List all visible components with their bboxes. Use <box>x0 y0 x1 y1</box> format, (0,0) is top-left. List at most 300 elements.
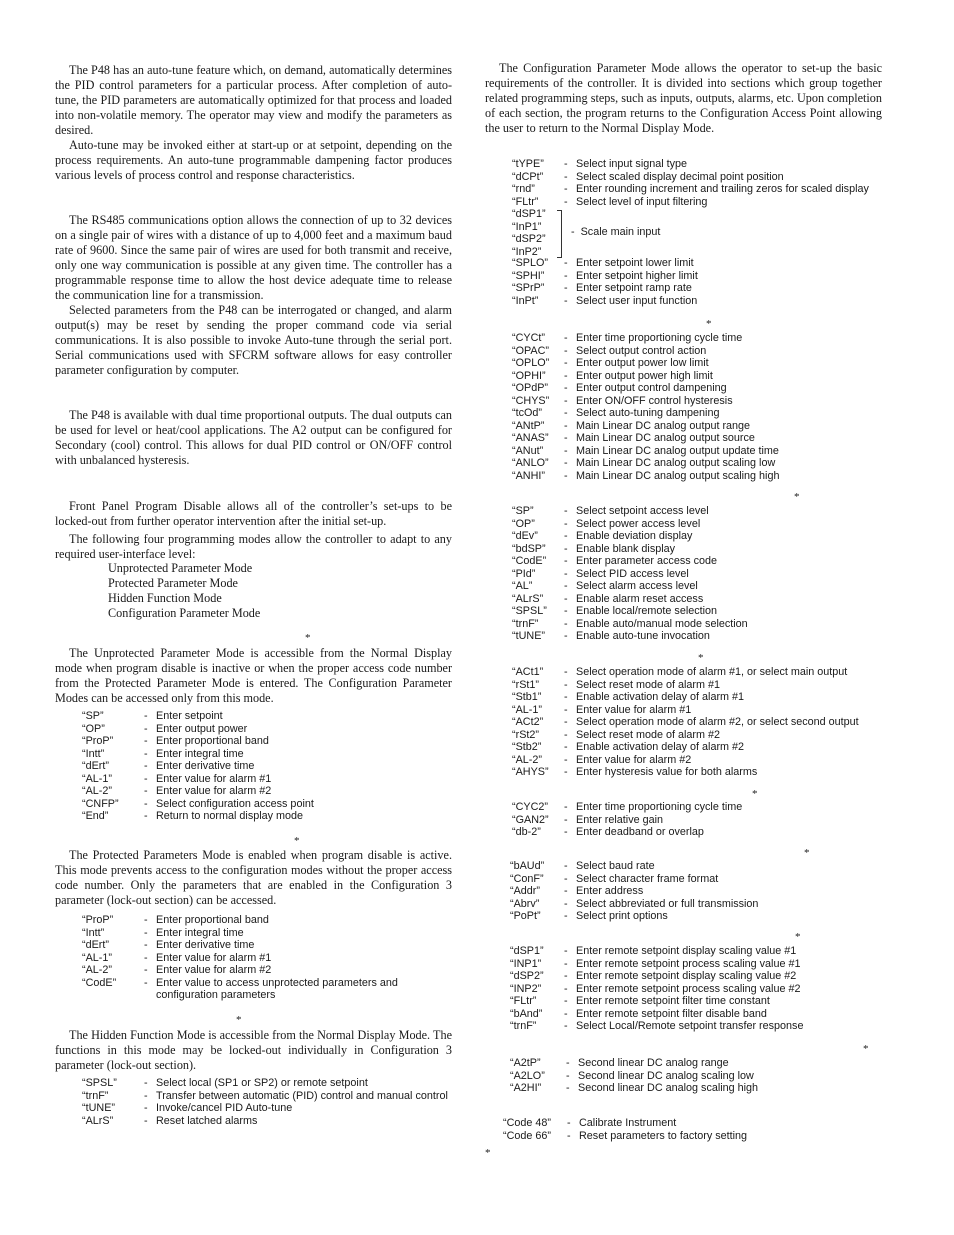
parameter-code: “Code 48” <box>503 1117 552 1129</box>
row-dash: - <box>564 407 568 419</box>
section-marker: * <box>794 491 800 503</box>
table-row <box>510 860 880 873</box>
parameter-description: Transfer between automatic (PID) control and manual control <box>156 1089 448 1102</box>
parameter-code: “Stb1” <box>512 691 542 703</box>
row-dash: - <box>144 1077 148 1089</box>
table-row <box>82 952 402 965</box>
parameter-code: “ALrS” <box>512 592 544 605</box>
table-row <box>512 295 882 308</box>
row-dash: - <box>564 269 568 282</box>
table-row <box>512 826 882 839</box>
table-row <box>510 1070 880 1083</box>
setpoint-parameter-table <box>512 257 882 307</box>
parameter-code: “rnd” <box>512 183 535 195</box>
cooling-parameter-table <box>512 801 882 839</box>
parameter-code: “ANLO” <box>512 457 549 469</box>
parameter-code: “ANAS” <box>512 432 549 444</box>
table-row <box>512 445 882 458</box>
remote-setpoint-parameter-table <box>510 945 890 1033</box>
parameter-code: “CodE” <box>82 976 117 989</box>
row-dash: - <box>564 332 568 344</box>
second-analog-parameter-table <box>510 1057 880 1095</box>
row-dash: - <box>564 910 568 922</box>
parameter-description: Enter time proportioning cycle time <box>576 801 743 813</box>
table-row <box>510 1008 890 1021</box>
parameter-code: “rSt2” <box>512 728 539 741</box>
parameter-code: “SPrP” <box>512 282 545 294</box>
mode-item: Configuration Parameter Mode <box>108 606 261 620</box>
table-row <box>512 766 882 779</box>
table-row <box>82 798 402 811</box>
rs485-paragraph-2: Selected parameters from the P48 can be interrogated or changed, and alarm output(s) may be reset by sending the proper command code via serial communications. It is also possible to invoke Auto-tune through the serial port. Serial communications used with SFCRM software allows for easy controller parameter configuration by computer. <box>55 303 452 377</box>
table-row <box>510 945 890 958</box>
row-dash: - <box>564 1020 568 1032</box>
parameter-code: “trnF” <box>510 1020 537 1032</box>
table-row <box>82 964 402 977</box>
table-row <box>82 810 402 823</box>
parameter-description: Enter value for alarm #2 <box>576 753 692 766</box>
table-row <box>512 618 882 631</box>
row-dash: - <box>564 885 568 897</box>
parameter-description: Enter proportional band <box>156 914 269 926</box>
row-dash: - <box>144 939 148 951</box>
row-dash: - <box>564 419 568 432</box>
programming-modes-list <box>108 561 260 621</box>
parameter-code: “SPSL” <box>512 605 547 617</box>
table-row <box>512 196 882 209</box>
parameter-code: “OPdP” <box>512 382 548 394</box>
parameter-description: Select abbreviated or full transmission <box>576 897 759 910</box>
row-dash: - <box>564 605 568 617</box>
table-row <box>82 914 402 927</box>
parameter-description: Select local (SP1 or SP2) or remote setpoint <box>156 1077 368 1089</box>
row-dash: - <box>564 741 568 753</box>
hidden-section <box>55 1028 452 1073</box>
row-dash: - <box>564 666 568 678</box>
parameter-description: Select level of input filtering <box>576 195 708 208</box>
row-dash: - <box>144 914 148 926</box>
row-dash: - <box>144 760 148 772</box>
scale-main-input-label: Scale main input <box>580 226 661 238</box>
row-dash: - <box>144 1114 148 1127</box>
row-dash: - <box>564 530 568 542</box>
row-dash: - <box>564 580 568 592</box>
scale-code: “InP1” <box>512 220 542 233</box>
row-dash: - <box>564 257 568 269</box>
autotune-section <box>55 63 452 183</box>
parameter-code: “CNFP” <box>82 797 119 810</box>
rs485-paragraph-1: The RS485 communications option allows the connection of up to 32 devices on a single pair of wires with a distance of up to 4,000 feet and a maximum baud rate of 9600. Since the same pair of wires are used for both transmit and receive, only one way communication is possible at any given time. The controller has a programmable response time to allow the host device adequate time to release the communication line for a transmission. <box>55 213 452 302</box>
table-row <box>512 370 882 383</box>
parameter-code: “A2LO” <box>510 1069 545 1082</box>
row-dash: - <box>144 797 148 810</box>
parameter-description: Enable auto/manual mode selection <box>576 617 748 630</box>
row-dash: - <box>567 1129 571 1142</box>
table-row <box>512 332 882 345</box>
serial-parameter-table <box>510 860 880 923</box>
parameter-description: Second linear DC analog range <box>578 1057 729 1069</box>
table-row <box>512 345 882 358</box>
parameter-description: Enter relative gain <box>576 813 664 826</box>
row-dash: - <box>564 517 568 530</box>
row-dash: - <box>564 469 568 482</box>
parameter-description: Enter setpoint <box>156 710 223 722</box>
parameter-code: “CYC2” <box>512 801 548 813</box>
parameter-code: “End” <box>82 810 109 822</box>
parameter-code: “SPHI” <box>512 269 545 282</box>
table-row <box>512 257 882 270</box>
parameter-code: “ANtP” <box>512 419 545 432</box>
scale-code: “dSP1” <box>512 208 546 220</box>
parameter-description: Select character frame format <box>576 872 719 885</box>
parameter-description: Enable blank display <box>576 542 676 555</box>
row-dash: - <box>564 505 568 517</box>
table-row <box>510 995 890 1008</box>
table-row <box>512 543 882 556</box>
parameter-description: Return to normal display mode <box>156 810 304 822</box>
parameter-code: “A2HI” <box>510 1082 542 1094</box>
row-dash: - <box>564 897 568 910</box>
parameter-description: Reset parameters to factory setting <box>579 1129 748 1142</box>
factory-service-table <box>503 1117 873 1142</box>
parameter-code: “Intt” <box>82 926 105 939</box>
parameter-description: Select setpoint access level <box>576 505 709 517</box>
row-dash: - <box>564 766 568 778</box>
row-dash: - <box>566 1082 570 1094</box>
parameter-code: “SP” <box>82 710 104 722</box>
parameter-code: “AHYS” <box>512 766 549 778</box>
parameter-description: Select PID access level <box>576 567 689 580</box>
row-dash: - <box>564 716 568 728</box>
parameter-code: “OPHI” <box>512 369 546 382</box>
parameter-description: Second linear DC analog scaling high <box>578 1082 759 1094</box>
parameter-description: Enter output power low limit <box>576 357 709 369</box>
table-row <box>510 873 880 886</box>
parameter-code: “tUNE” <box>512 630 545 642</box>
parameter-code: “FLtr” <box>510 995 537 1007</box>
parameter-description: Select operation mode of alarm #2, or select second output <box>576 716 859 728</box>
row-dash: - <box>564 813 568 826</box>
parameter-code: “OPAC” <box>512 344 549 357</box>
parameter-description: Main Linear DC analog output source <box>576 432 755 444</box>
parameter-code: “dCPt” <box>512 170 544 183</box>
parameter-description: Enter output control dampening <box>576 382 727 394</box>
section-marker: * <box>485 1147 491 1159</box>
parameter-code: “AL-2” <box>82 785 112 797</box>
parameter-description: Select reset mode of alarm #1 <box>576 678 721 691</box>
row-dash: - <box>144 747 148 760</box>
table-row <box>512 270 882 283</box>
parameter-code: “dSP2” <box>510 970 544 982</box>
parameter-description: Enter value to access unprotected parameters and configuration parameters <box>156 976 398 1001</box>
parameter-code: “dEv” <box>512 530 538 542</box>
table-row <box>82 1090 452 1103</box>
parameter-code: “OP” <box>512 517 535 530</box>
parameter-code: “tcOd” <box>512 407 542 419</box>
row-dash: - <box>144 722 148 735</box>
front-panel-paragraph-1: Front Panel Program Disable allows all of the controller’s set-ups to be locked-out from further operator intervention after the initial set-up. <box>55 499 452 528</box>
parameter-code: “FLtr” <box>512 195 539 208</box>
parameter-description: Select output control action <box>576 344 707 357</box>
parameter-code: “ACt2” <box>512 716 544 728</box>
scale-brace <box>557 210 562 258</box>
table-row <box>510 983 890 996</box>
table-row <box>512 704 882 717</box>
row-dash: - <box>564 728 568 741</box>
table-row <box>512 395 882 408</box>
parameter-code: “ANHI” <box>512 469 545 482</box>
table-row <box>82 723 402 736</box>
parameter-code: “db-2” <box>512 826 541 838</box>
table-row <box>82 735 402 748</box>
parameter-description: Enter derivative time <box>156 760 255 772</box>
section-marker: * <box>294 835 300 847</box>
table-row <box>512 357 882 370</box>
parameter-description: Select print options <box>576 910 668 922</box>
parameter-code: “bAnd” <box>510 1007 543 1020</box>
section-marker: * <box>305 632 311 644</box>
section-marker: * <box>698 652 704 664</box>
autotune-paragraph-1: The P48 has an auto-tune feature which, on demand, automatically determines the PID control parameters for a particular process. After completion of auto-tune, the PID parameters are automatically optimized for that process and loaded into non-volatile memory. The operator may view and modify the parameters as desired. <box>55 63 452 137</box>
table-row <box>82 773 402 786</box>
scale-dash: - <box>571 226 575 238</box>
row-dash: - <box>564 753 568 766</box>
row-dash: - <box>566 1069 570 1082</box>
parameter-description: Second linear DC analog scaling low <box>578 1069 754 1082</box>
parameter-description: Reset latched alarms <box>156 1114 258 1127</box>
row-dash: - <box>144 810 148 822</box>
table-row <box>82 760 402 773</box>
parameter-description: Enter setpoint higher limit <box>576 269 698 282</box>
table-row <box>510 1020 890 1033</box>
table-row <box>512 505 882 518</box>
parameter-description: Select scaled display decimal point position <box>576 170 784 183</box>
row-dash: - <box>564 970 568 982</box>
parameter-code: “trnF” <box>512 617 539 630</box>
parameter-code: “bAUd” <box>510 860 545 872</box>
table-row <box>510 898 880 911</box>
row-dash: - <box>564 982 568 995</box>
table-row <box>512 382 882 395</box>
parameter-description: Enter setpoint lower limit <box>576 257 694 269</box>
parameter-code: “trnF” <box>82 1089 109 1102</box>
table-row <box>510 1057 880 1070</box>
parameter-code: “A2tP” <box>510 1057 541 1069</box>
parameter-code: “dSP1” <box>510 945 544 957</box>
table-row <box>82 710 402 723</box>
table-row <box>82 1102 452 1115</box>
row-dash: - <box>564 872 568 885</box>
protected-parameter-table <box>82 914 402 1002</box>
parameter-description: Enter address <box>576 885 644 897</box>
front-panel-section <box>55 499 452 562</box>
parameter-code: “AL-2” <box>512 753 542 766</box>
parameter-description: Enable alarm reset access <box>576 592 704 605</box>
row-dash: - <box>564 957 568 970</box>
parameter-description: Enter value for alarm #1 <box>156 772 272 785</box>
table-row <box>512 432 882 445</box>
parameter-code: “PoPt” <box>510 910 541 922</box>
row-dash: - <box>564 555 568 567</box>
row-dash: - <box>564 382 568 394</box>
parameter-code: “AL-1” <box>82 951 112 964</box>
table-row <box>512 183 882 196</box>
hidden-function-table <box>82 1077 452 1127</box>
section-marker: * <box>706 318 712 330</box>
parameter-description: Enter remote setpoint filter disable band <box>576 1007 767 1020</box>
parameter-code: “CYCt” <box>512 332 545 344</box>
table-row <box>512 580 882 593</box>
parameter-description: Select alarm access level <box>576 580 698 592</box>
autotune-paragraph-2: Auto-tune may be invoked either at start-up or at setpoint, depending on the process requirements. An auto-tune programmable dampening factor produces various levels of process control and response characteristics. <box>55 138 452 182</box>
section-marker: * <box>236 1014 242 1026</box>
parameter-description: Enter integral time <box>156 926 244 939</box>
parameter-description: Enter output power high limit <box>576 369 713 382</box>
table-row <box>510 970 890 983</box>
table-row <box>512 407 882 420</box>
parameter-description: Select operation mode of alarm #1, or select main output <box>576 666 848 678</box>
rs485-section <box>55 213 452 378</box>
protected-section <box>55 848 452 908</box>
row-dash: - <box>144 772 148 785</box>
parameter-description: Enter parameter access code <box>576 555 718 567</box>
table-row <box>503 1117 873 1130</box>
parameter-description: Select power access level <box>576 517 701 530</box>
parameter-description: Main Linear DC analog output scaling low <box>576 457 776 469</box>
row-dash: - <box>564 542 568 555</box>
mode-item: Protected Parameter Mode <box>108 576 238 590</box>
row-dash: - <box>144 951 148 964</box>
table-row <box>512 741 882 754</box>
parameter-description: Select reset mode of alarm #2 <box>576 728 721 741</box>
row-dash: - <box>564 294 568 307</box>
parameter-description: Enter value for alarm #2 <box>156 785 272 797</box>
table-row <box>503 1130 873 1143</box>
parameter-description: Enter remote setpoint process scaling value #1 <box>576 957 801 970</box>
row-dash: - <box>144 926 148 939</box>
parameter-description: Enter rounding increment and trailing zeros for scaled display <box>576 183 869 195</box>
table-row <box>512 814 882 827</box>
input-parameter-table <box>512 158 882 208</box>
row-dash: - <box>566 1057 570 1069</box>
parameter-code: “GAN2” <box>512 813 549 826</box>
table-row <box>512 470 882 483</box>
row-dash: - <box>564 170 568 183</box>
section-marker: * <box>752 788 758 800</box>
row-dash: - <box>564 444 568 457</box>
table-row <box>512 801 882 814</box>
table-row <box>512 555 882 568</box>
parameter-description: Enable activation delay of alarm #1 <box>576 691 745 703</box>
configuration-paragraph: The Configuration Parameter Mode allows the operator to set-up the basic requirements of the controller. It is divided into sections which group together related programming steps, such as inputs, outputs, alarms, etc. Upon completion of each section, the program returns to the Configuration Access Point allowing the user to return to the Normal Display Mode. <box>485 61 882 135</box>
row-dash: - <box>564 394 568 407</box>
parameter-description: Enable deviation display <box>576 530 693 542</box>
unprotected-parameter-table <box>82 710 402 823</box>
row-dash: - <box>564 567 568 580</box>
row-dash: - <box>564 860 568 872</box>
parameter-description: Enter hysteresis value for both alarms <box>576 766 758 778</box>
parameter-description: Enter deadband or overlap <box>576 826 704 838</box>
parameter-description: Enter derivative time <box>156 939 255 951</box>
parameter-description: Enter value for alarm #1 <box>156 951 272 964</box>
parameter-description: Enter remote setpoint filter time constant <box>576 995 770 1007</box>
parameter-code: “OPLO” <box>512 357 550 369</box>
row-dash: - <box>564 369 568 382</box>
table-row <box>512 630 882 643</box>
table-row <box>512 171 882 184</box>
dual-output-paragraph: The P48 is available with dual time proportional outputs. The dual outputs can be used for level or heat/cool applications. The A2 output can be configured for Secondary (cool) control. This allows for dual PID control or ON/OFF control with unbalanced hysteresis. <box>55 408 452 467</box>
row-dash: - <box>144 735 148 747</box>
parameter-code: “SP” <box>512 505 534 517</box>
table-row <box>512 457 882 470</box>
front-panel-paragraph-2: The following four programming modes allow the controller to adapt to any required user-interface level: <box>55 532 452 561</box>
parameter-code: “ProP” <box>82 735 114 747</box>
table-row <box>512 666 882 679</box>
parameter-description: Enable activation delay of alarm #2 <box>576 741 745 753</box>
row-dash: - <box>564 592 568 605</box>
parameter-description: Enter setpoint ramp rate <box>576 282 692 294</box>
parameter-code: “Intt” <box>82 747 105 760</box>
parameter-description: Select Local/Remote setpoint transfer response <box>576 1020 804 1032</box>
lockout-parameter-table <box>512 505 882 643</box>
row-dash: - <box>564 801 568 813</box>
parameter-description: Select user input function <box>576 294 698 307</box>
parameter-description: Enter remote setpoint display scaling value #2 <box>576 970 797 982</box>
row-dash: - <box>564 183 568 195</box>
parameter-description: Enter integral time <box>156 747 244 760</box>
table-row <box>82 1115 452 1128</box>
row-dash: - <box>564 195 568 208</box>
parameter-description: Select configuration access point <box>156 797 314 810</box>
parameter-code: “dErt” <box>82 760 109 772</box>
parameter-description: Enter value for alarm #1 <box>576 703 692 716</box>
parameter-code: “ConF” <box>510 872 544 885</box>
parameter-description: Calibrate Instrument <box>579 1117 677 1129</box>
row-dash: - <box>564 457 568 469</box>
table-row <box>82 1077 452 1090</box>
table-row <box>512 716 882 729</box>
row-dash: - <box>564 344 568 357</box>
row-dash: - <box>144 785 148 797</box>
parameter-description: Main Linear DC analog output update time <box>576 444 779 457</box>
parameter-description: Enable auto-tune invocation <box>576 630 710 642</box>
alarm-parameter-table <box>512 666 882 779</box>
parameter-description: Main Linear DC analog output range <box>576 419 751 432</box>
parameter-code: “ACt1” <box>512 666 544 678</box>
unprotected-paragraph: The Unprotected Parameter Mode is accessible from the Normal Display mode when program disable is inactive or when the proper access code number from the Protected Parameter Mode is entered. The Configuration Parameter Modes can be accessed only from this mode. <box>55 646 452 705</box>
configuration-section <box>485 61 882 136</box>
parameter-code: “tUNE” <box>82 1102 115 1114</box>
parameter-code: “INP1” <box>510 957 542 970</box>
table-row <box>82 939 402 952</box>
parameter-description: Select auto-tuning dampening <box>576 407 720 419</box>
section-marker: * <box>863 1043 869 1055</box>
table-row <box>512 679 882 692</box>
table-row <box>82 927 402 940</box>
parameter-description: Invoke/cancel PID Auto-tune <box>156 1102 293 1114</box>
parameter-code: “ALrS” <box>82 1114 114 1127</box>
row-dash: - <box>564 945 568 957</box>
row-dash: - <box>144 710 148 722</box>
row-dash: - <box>564 691 568 703</box>
row-dash: - <box>564 630 568 642</box>
parameter-description: Select input signal type <box>576 158 688 170</box>
parameter-code: “AL” <box>512 580 533 592</box>
row-dash: - <box>564 826 568 838</box>
row-dash: - <box>564 282 568 294</box>
parameter-code: “SPLO” <box>512 257 548 269</box>
scale-code: “dSP2” <box>512 233 546 245</box>
